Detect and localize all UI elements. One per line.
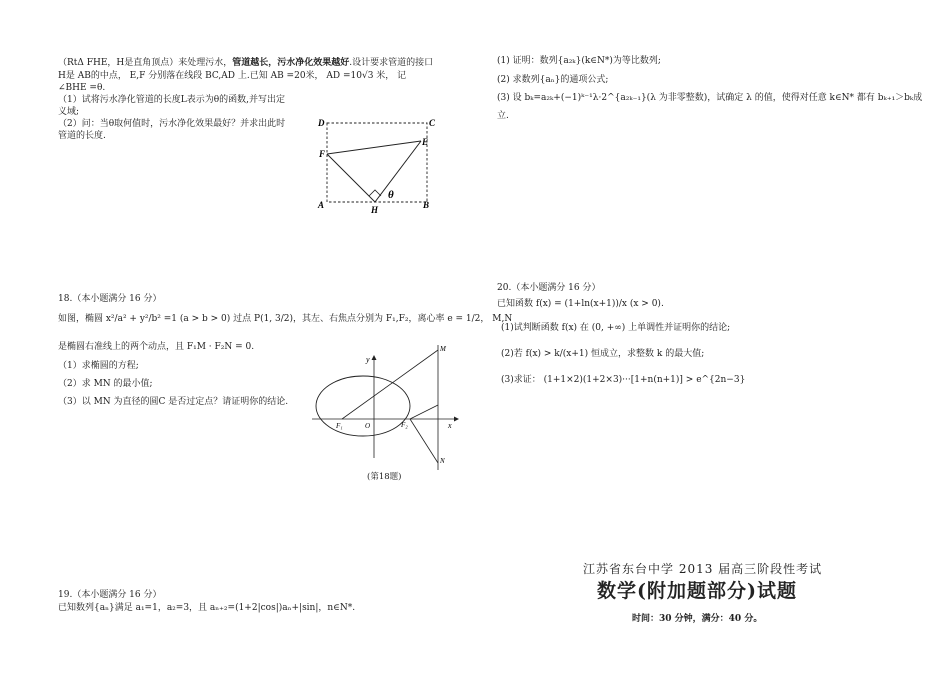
figure-17-pipe-diagram	[315, 112, 445, 220]
p19-q2: (2) 求数列{aₙ}的通项公式;	[497, 75, 609, 85]
fig18-line-f2-up	[410, 405, 438, 419]
p17-line3: ∠BHE =θ.	[58, 83, 106, 93]
fig18-label-y: y	[366, 355, 370, 364]
fig18-label-o: O	[365, 422, 371, 430]
fig17-pipe-fe	[327, 141, 421, 154]
p17-line1-part-a: （RtΔ FHE，H是直角顶点）来处理污水，	[58, 58, 233, 68]
fig17-rectangle	[327, 123, 427, 202]
fig17-label-h: H	[371, 205, 379, 215]
fig17-label-f: F	[319, 149, 326, 159]
p18-heading: 18.（本小题满分 16 分）	[58, 294, 162, 304]
exam-time-info: 时间：30 分钟，满分：40 分。	[632, 614, 763, 624]
p20-heading: 20.（本小题满分 16 分）	[497, 283, 601, 293]
figure-18-ellipse	[308, 340, 468, 485]
fig17-pipe-he	[375, 141, 421, 202]
p17-q1-b: 义域;	[58, 107, 80, 117]
p19-heading: 19.（本小题满分 16 分）	[58, 590, 162, 600]
p18-line2: 是椭圆右准线上的两个动点，且 F₁M · F₂N = 0.	[58, 342, 255, 352]
fig17-label-c: C	[429, 118, 436, 128]
page-title: 数学(附加题部分)试题	[597, 580, 797, 602]
fig18-label-m: M	[440, 345, 446, 353]
p17-line1-part-c: .设计要求管道的接口	[349, 58, 434, 68]
p17-q2-a: （2）问：当θ取何值时，污水净化效果最好？并求出此时	[58, 119, 286, 129]
p17-line1-emphasis: 管道越长，污水净化效果越好	[232, 58, 350, 68]
p20-line1: 已知函数 f(x) = (1+ln(x+1))/x (x > 0).	[497, 299, 664, 309]
p17-line1	[58, 57, 433, 69]
fig18-label-x: x	[448, 421, 452, 430]
p19-q3-b: 立.	[497, 111, 509, 121]
p17-q1-a: （1）试将污水净化管道的长度L表示为θ的函数,并写出定	[58, 95, 285, 105]
fig18-caption: (第18题)	[367, 472, 402, 482]
fig17-label-theta: θ	[388, 189, 394, 201]
fig18-label-n: N	[440, 457, 445, 465]
p19-q3-a: (3) 设 bₖ=a₂ₖ+(−1)ᵏ⁻¹λ·2^{a₂ₖ₋₁}(λ 为非零整数)，试确定 λ 的值，使得对任意 k∈N* 都有 bₖ₊₁＞bₖ成	[497, 93, 923, 103]
p17-line2: H是 AB的中点， E,F 分别落在线段 BC,AD 上.已知 AB =20米， AD =10√3 米， 记	[58, 71, 407, 81]
p20-q1: (1)试判断函数 f(x) 在 (0, +∞) 上单调性并证明你的结论;	[501, 323, 731, 333]
p18-q3: （3）以 MN 为直径的圆C 是否过定点？请证明你的结论.	[58, 397, 289, 407]
p20-q2: (2)若 f(x) > k/(x+1) 恒成立，求整数 k 的最大值;	[501, 349, 705, 359]
fig17-label-a: A	[318, 200, 325, 210]
fig18-line-f1m	[342, 350, 438, 419]
p19-q1: (1) 证明：数列{a₂ₖ}(k∈N*)为等比数列;	[497, 56, 661, 66]
fig18-label-f1: F₁	[336, 422, 343, 430]
school-exam-title: 江苏省东台中学 2013 届高三阶段性考试	[583, 562, 823, 576]
fig17-right-angle-mark	[369, 190, 381, 196]
p17-q2-b: 管道的长度.	[58, 131, 106, 141]
fig18-line-f2n	[410, 419, 438, 463]
p20-q3: (3)求证： (1+1×2)(1+2×3)···[1+n(n+1)] > e^{2n−3}	[501, 375, 746, 385]
fig17-label-e: E	[422, 137, 429, 147]
p19-line1: 已知数列{aₙ}满足 a₁=1，a₂=3，且 aₙ₊₂=(1+2|cos|)aₙ+|sin|，n∈N*.	[58, 603, 356, 613]
fig17-label-d: D	[318, 118, 325, 128]
p18-q1: （1）求椭圆的方程;	[58, 361, 139, 371]
p18-q2: （2）求 MN 的最小值;	[58, 379, 153, 389]
p18-line1: 如图，椭圆 x²/a² + y²/b² =1 (a > b > 0) 过点 P(1, 3/2)，其左、右焦点分别为 F₁,F₂，离心率 e = 1/2， M,N	[58, 314, 513, 324]
fig18-label-f2: F₂	[401, 421, 408, 429]
fig18-y-arrow	[372, 355, 377, 360]
fig17-label-b: B	[423, 200, 430, 210]
fig18-ellipse-curve	[316, 376, 410, 436]
fig18-x-arrow	[454, 417, 459, 422]
fig17-pipe-fh	[327, 154, 375, 202]
